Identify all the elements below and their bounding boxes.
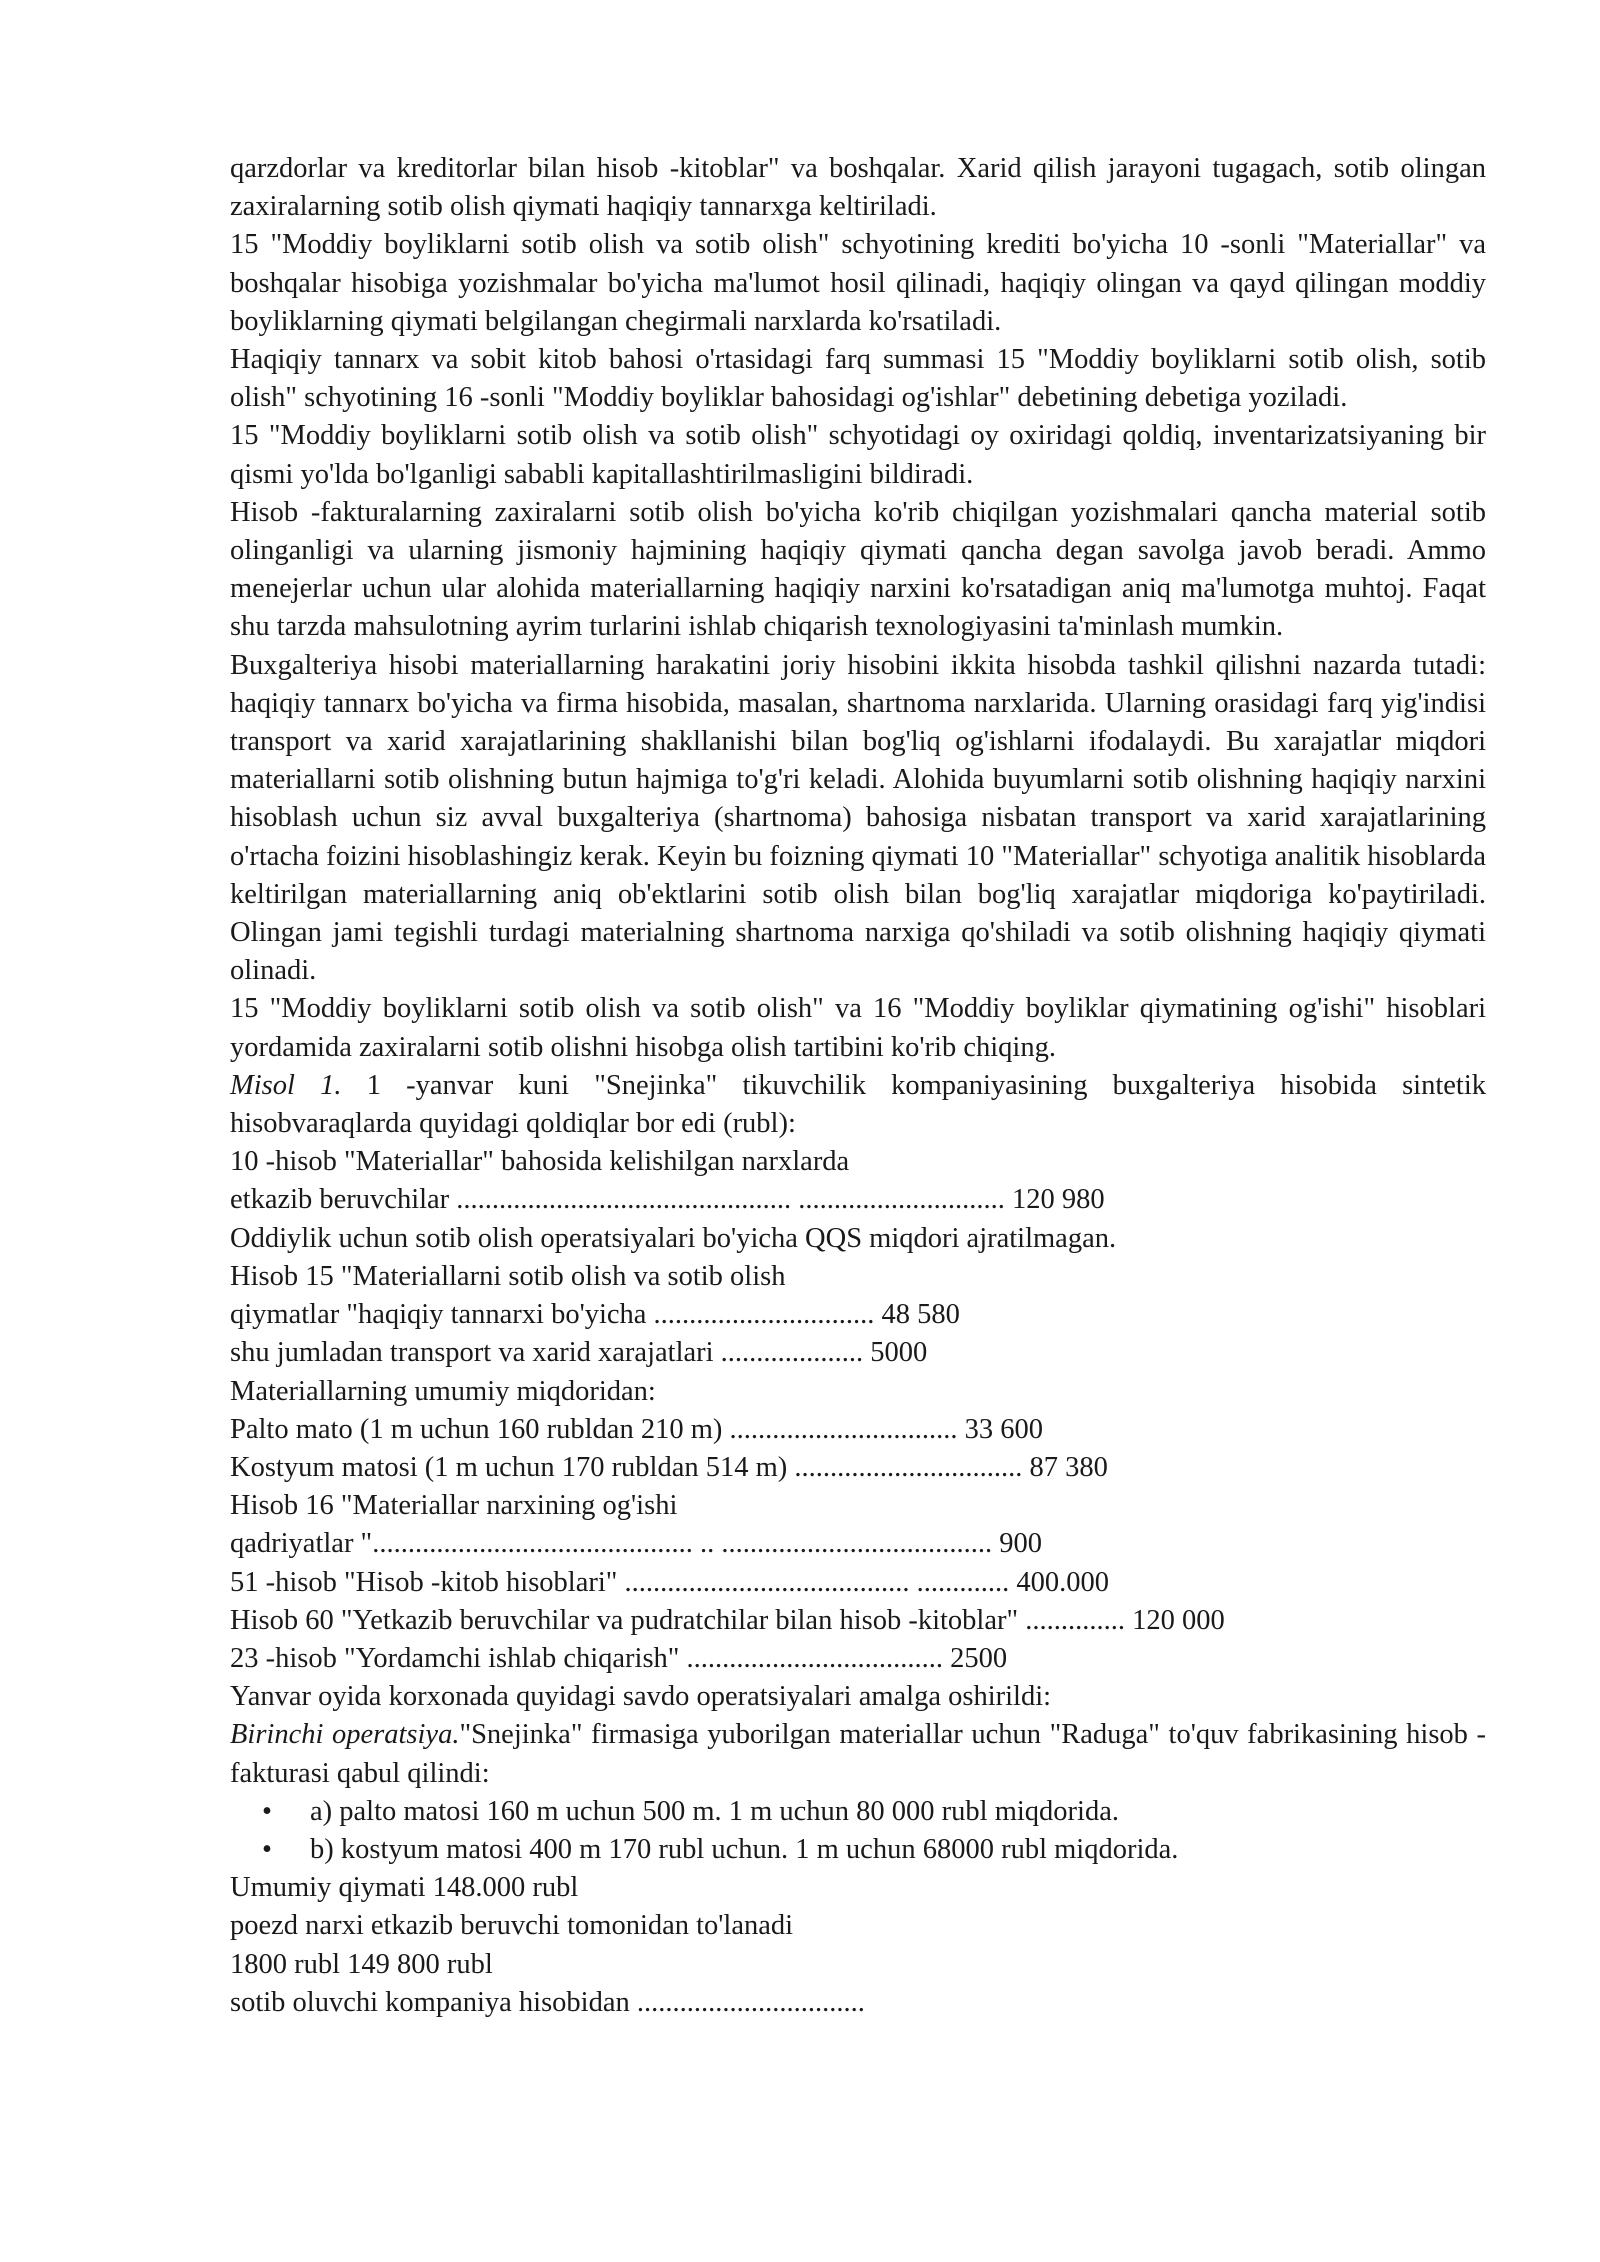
ledger-line: Palto mato (1 m uchun 160 rubldan 210 m) ................................ 33 600 — [230, 1413, 1043, 1445]
ledger-line: qiymatlar "haqiqiy tannarxi bo'yicha ............................... 48 580 — [230, 1299, 960, 1331]
ledger-line: etkazib beruvchilar ............................................... ............................. 120 980 — [230, 1184, 1105, 1216]
summary-line: sotib oluvchi kompaniya hisobidan ................................ — [230, 1986, 865, 2018]
list-item — [230, 1793, 1486, 1831]
ledger-line: 10 -hisob "Materiallar" bahosida kelishilgan narxlarda — [230, 1146, 850, 1178]
example-text: 1 -yanvar kuni "Snejinka" tikuvchilik kompaniyasining buxgalteriya hisobida sintetik hisobvaraqlarda quyidagi qoldiqlar bor edi (rubl): — [230, 1069, 1486, 1140]
summary-line: poezd narxi etkazib beruvchi tomonidan to'lanadi — [230, 1910, 794, 1942]
list-item-text: b) kostyum matosi 400 m 170 rubl uchun. 1 m uchun 68000 rubl miqdorida. — [310, 1833, 1179, 1865]
bullet-icon: • — [262, 1795, 272, 1827]
list-item — [230, 1831, 1486, 1869]
paragraph-cost-difference: Haqiqiy tannarx va sobit kitob bahosi o'rtasidagi farq summasi 15 "Moddiy boyliklarni sotib olish, sotib olish" schyotining 16 -sonli "Moddiy boyliklar bahosidagi og'ishlar" debetining debetiga yoziladi. — [230, 344, 1486, 414]
ledger-line: 23 -hisob "Yordamchi ishlab chiqarish" .................................... 2500 — [230, 1642, 1008, 1674]
paragraph-intro: qarzdorlar va kreditorlar bilan hisob -kitoblar" va boshqalar. Xarid qilish jarayoni tugagach, sotib olingan zaxiralarning sotib olish qiymati haqiqiy tannarxga keltiriladi. — [230, 153, 1486, 223]
ledger-line: 51 -hisob "Hisob -kitob hisoblari" ........................................ ............. 400.000 — [230, 1566, 1110, 1598]
ledger-line: Hisob 16 "Materiallar narxining og'ishi — [230, 1490, 678, 1522]
ledger-line: Kostyum matosi (1 m uchun 170 rubldan 514 m) ................................ 87 380 — [230, 1451, 1108, 1483]
ledger-line: Hisob 15 "Materiallarni sotib olish va sotib olish — [230, 1260, 786, 1292]
bullet-icon: • — [262, 1833, 272, 1865]
ledger-line: qadriyatlar "............................................. .. ...................................... 900 — [230, 1528, 1042, 1560]
paragraph-accounting-method: Buxgalteriya hisobi materiallarning harakatini joriy hisobini ikkita hisobda tashkil qilishni nazarda tutadi: haqiqiy tannarx bo'yicha va firma hisobida, masalan, shartnoma narxlarida. Ularning orasidagi farq yig'indisi transport va xarid xarajatlarining shakllanishi bilan bog'liq og'ishlarni ifodalaydi. Bu xarajatlar miqdori materiallarni sotib olishning butun hajmiga to'g'ri keladi. Alohida buyumlarni sotib olishning haqiqiy narxini hisoblash uchun siz avval buxgalteriya (shartnoma) bahosiga nisbatan transport va xarid xarajatlarining o'rtacha foizini hisoblashingiz kerak. Keyin bu foizning qiymati 10 "Materiallar" schyotiga analitik hisoblarda keltirilgan materiallarning aniq ob'ektlarini sotib olish bilan bog'liq xarajatlar miqdoriga ko'paytiriladi. Olingan jami tegishli turdagi materialning shartnoma narxiga qo'shiladi va sotib olishning haqiqiy qiymati olinadi. — [230, 649, 1486, 987]
paragraph-account-15-credit: 15 "Moddiy boyliklarni sotib olish va sotib olish" schyotining krediti bo'yicha 10 -sonli "Materiallar" va boshqalar hisobiga yozishmalar bo'yicha ma'lumot hosil qilinadi, haqiqiy olingan va qayd qilingan moddiy boyliklarning qiymati belgilangan chegirmali narxlarda ko'rsatiladi. — [230, 229, 1486, 337]
ledger-line: Materiallarning umumiy miqdoridan: — [230, 1375, 656, 1407]
paragraph-invoices: Hisob -fakturalarning zaxiralarni sotib olish bo'yicha ko'rib chiqilgan yozishmalari qancha material sotib olinganligi va ularning jismoniy hajmining haqiqiy qiymati qancha degan savolga javob beradi. Ammo menejerlar uchun ular alohida materiallarning haqiqiy narxini ko'rsatadigan aniq ma'lumotga muhtoj. Faqat shu tarzda mahsulotning ayrim turlarini ishlab chiqarish texnologiyasini ta'minlash mumkin. — [230, 496, 1486, 643]
bullet-list — [230, 1793, 1486, 1869]
ledger-line: shu jumladan transport va xarid xarajatlari .................... 5000 — [230, 1337, 928, 1369]
operation-label: Birinchi operatsiya. — [230, 1719, 460, 1751]
paragraph-example — [230, 1067, 1486, 1143]
paragraph-accounts-15-16: 15 "Moddiy boyliklarni sotib olish va sotib olish" va 16 "Moddiy boyliklar qiymatining og'ishi" hisoblari yordamida zaxiralarni sotib olishni hisobga olish tartibini ko'rib chiqing. — [230, 993, 1486, 1063]
summary-line: Umumiy qiymati 148.000 rubl — [230, 1872, 579, 1904]
ledger-line: Yanvar oyida korxonada quyidagi savdo operatsiyalari amalga oshirildi: — [230, 1681, 1052, 1713]
ledger-line: Hisob 60 "Yetkazib beruvchilar va pudratchilar bilan hisob -kitoblar" .............. 120 000 — [230, 1604, 1225, 1636]
list-item-text: a) palto matosi 160 m uchun 500 m. 1 m uchun 80 000 rubl miqdorida. — [310, 1795, 1119, 1827]
operation-text: "Snejinka" firmasiga yuborilgan materiallar uchun "Raduga" to'quv fabrikasining hisob -fakturasi qabul qilindi: — [230, 1719, 1486, 1789]
document-page — [230, 150, 1486, 2022]
paragraph-month-end-balance: 15 "Moddiy boyliklarni sotib olish va sotib olish" schyotidagi oy oxiridagi qoldiq, inventarizatsiyaning bir qismi yo'lda bo'lganligi sababli kapitallashtirilmasligini bildiradi. — [230, 420, 1486, 490]
paragraph-first-operation — [230, 1716, 1486, 1792]
example-label: Misol 1. — [230, 1069, 342, 1101]
summary-line: 1800 rubl 149 800 rubl — [230, 1948, 493, 1980]
ledger-line: Oddiylik uchun sotib olish operatsiyalari bo'yicha QQS miqdori ajratilmagan. — [230, 1222, 1117, 1254]
